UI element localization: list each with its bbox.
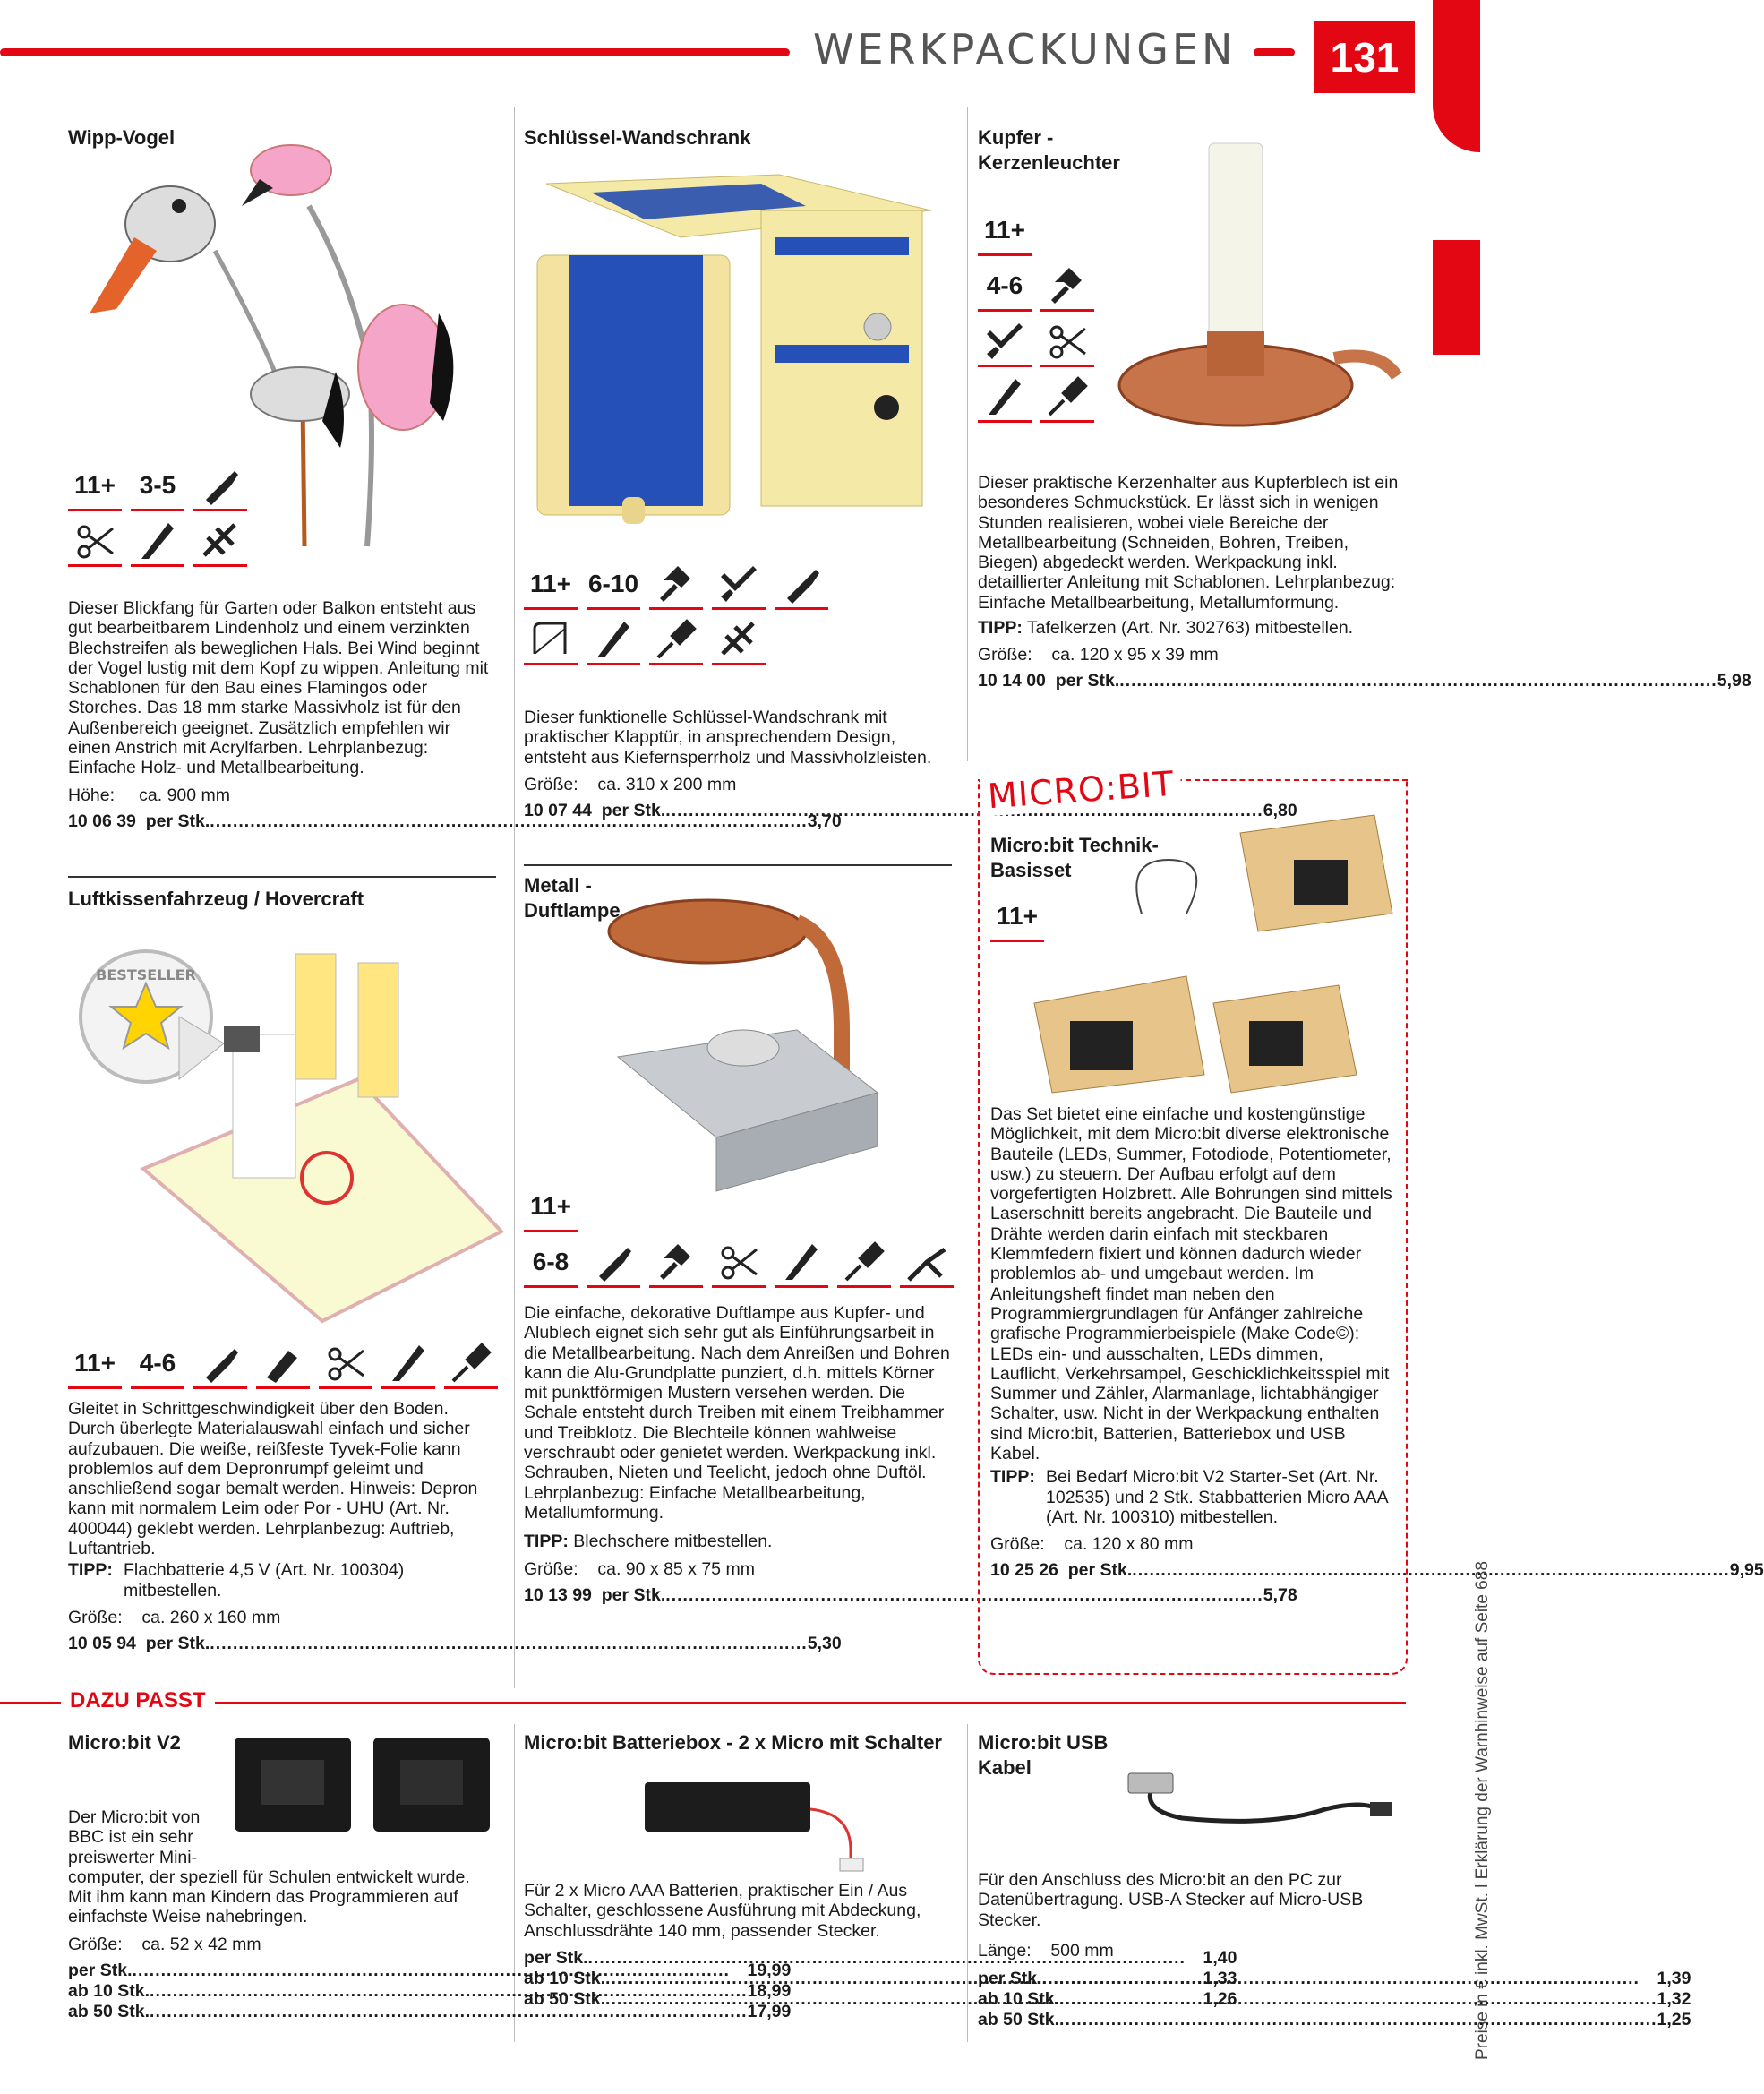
price-row: 10 25 26 per Stk. ..... 9,95 <box>990 1560 1340 1581</box>
file-icon <box>587 615 640 665</box>
section-rule <box>524 864 952 866</box>
hammer-icon <box>649 1238 703 1288</box>
pliers-icon <box>900 1238 954 1288</box>
scissors-icon <box>319 1339 372 1389</box>
glue-icon <box>775 560 828 610</box>
register-tab-mid <box>1433 240 1480 355</box>
price-row: 10 06 39 per Stk. ..... 3,70 <box>68 811 496 832</box>
microbit-banner: MICRO:BIT <box>980 763 1183 817</box>
product-title: Micro:bit Technik-Basisset <box>990 834 1159 881</box>
product-description: Das Set bietet eine einfache und kostengünstige Möglichkeit, mit dem Micro:bit diverse elektronische Bauteile (LEDs, Summer, Fotodiode, Potentiometer, usw.) zu steuern. Der Aufbau erfolgt auf dem vorgefertigten Holzbrett. Alle Bohrungen sind mittels Laserschnitt bereits angebracht. Die Bauteile und Drähte werden darin einfach mit steckbaren Klemmfedern fixiert und können dadurch wieder problemlos ab- und umgebaut werden. Im Anleitungsheft findet man neben den Programmiergrundlagen für Anfänger zahlreiche grafische Programmierbeispiele (Make Code©): LEDs ein- und ausschalten, LEDs dimmen, Lauflicht, Verkehrsampel, Geschicklichkeitsspiel mit Summer und Zähler, Alarmanlage, lichtabhängiger Schalter, usw. Nicht in der Werkpackung enthalten sind Micro:bit, Batterien, Batteriebox und USB Kabel. <box>990 1104 1392 1464</box>
file-icon <box>978 373 1032 423</box>
marker-icon <box>256 1339 310 1389</box>
batteriebox-image <box>636 1778 904 1876</box>
scissors-icon <box>712 1238 766 1288</box>
price-row: per Stk. ..... 1,39 <box>978 1969 1691 1989</box>
drill-icon <box>649 615 703 665</box>
product-spec: Größe: ca. 310 x 200 mm <box>524 774 737 794</box>
duration-icon: 3-5 <box>131 461 184 511</box>
product-description: Dieser praktische Kerzenhalter aus Kupferblech ist ein besonderes Schmuckstück. Er lässt sich in wenigen Stunden realisieren, wobei viele Bereiche der Metallbearbeitung (Schneiden, Bohren, Treiben, Biegen) abgedeckt werden. Werkpackung inkl. detaillierter Anleitung mit Schablonen. Lehrplanbezug: Einfache Metallbearbeitung, Metallumformung. <box>978 473 1399 613</box>
price-row: ab 10 Stk. ..... 18,99 <box>68 1981 791 2002</box>
product-title: Micro:bit Batteriebox - 2 x Micro mit Schalter <box>524 1731 942 1754</box>
product-spec: Höhe: ca. 900 mm <box>68 785 231 805</box>
scissors-icon <box>1040 317 1094 367</box>
drill-icon <box>444 1339 498 1389</box>
product-description: Für den Anschluss des Micro:bit an den PC zur Datenübertragung. USB-A Stecker auf Micro-USB Stecker. <box>978 1870 1364 1930</box>
stamp-icon <box>712 560 766 610</box>
clamp-icon <box>712 615 766 665</box>
hammer-icon <box>649 560 703 610</box>
usb-kabel-text <box>978 1870 1691 2030</box>
hover-icons <box>68 1339 498 1389</box>
product-title: Micro:bit USB Kabel <box>978 1731 1109 1779</box>
header-rule-left <box>0 48 790 56</box>
product-tipp: TIPP: Flachbatterie 4,5 V (Art. Nr. 100304) mitbestellen. <box>68 1560 405 1601</box>
product-description: Dieser funktionelle Schlüssel-Wandschrank mit praktischer Klapptür, in ansprechendem Design, entsteht aus Kiefernsperrholz und Massivholzleisten. <box>524 708 932 768</box>
product-title: Schlüssel-Wandschrank <box>524 126 751 149</box>
product-tipp: TIPP: Bei Bedarf Micro:bit V2 Starter-Set (Art. Nr. 102535) und 2 Stk. Stabbatterien Micro AAA (Art. Nr. 100310) mitbestellen. <box>990 1467 1388 1527</box>
column-divider <box>967 107 968 761</box>
price-row: ab 50 Stk. ..... 1,26 <box>524 1989 1237 2010</box>
schrank-image <box>537 166 949 542</box>
section-rule <box>68 876 496 878</box>
page-number: 131 <box>1314 21 1415 93</box>
age-icon: 11+ <box>524 1182 578 1232</box>
product-tipp: TIPP: Blechschere mitbestellen. <box>524 1532 773 1552</box>
microbit-set-text <box>990 1104 1764 1581</box>
price-row: ab 50 Stk. ..... 1,25 <box>978 2010 1691 2030</box>
file-icon <box>775 1238 828 1288</box>
product-batteriebox <box>524 1730 952 1755</box>
scissors-icon <box>68 517 122 567</box>
duftlampe-image <box>609 896 904 1191</box>
product-title: Micro:bit V2 <box>68 1731 181 1754</box>
product-title: Wipp-Vogel <box>68 126 176 149</box>
product-title: Kupfer - Kerzenleuchter <box>978 126 1120 174</box>
drill-icon <box>837 1238 891 1288</box>
file-icon <box>381 1339 435 1389</box>
microbit-set-image <box>1034 806 1392 1093</box>
price-table <box>978 1968 1691 2030</box>
stamp-icon <box>978 317 1032 367</box>
age-icon: 11+ <box>68 1339 122 1389</box>
column-divider <box>514 107 515 1688</box>
age-icon: 11+ <box>524 560 578 610</box>
duration-icon: 6-8 <box>524 1238 578 1288</box>
duration-icon: 6-10 <box>587 560 640 610</box>
price-row: ab 50 Stk. ..... 17,99 <box>68 2002 791 2022</box>
product-schrank <box>524 125 954 150</box>
price-note: Preise in € inkl. MwSt. l Erklärung der Warnhinweise auf Seite 688 <box>1473 1561 1492 2060</box>
register-tab-top <box>1433 0 1480 152</box>
kerzenleuchter-image <box>1110 125 1406 448</box>
page-section-title: WERKPACKUNGEN <box>813 25 1237 73</box>
product-title: Luftkissenfahrzeug / Hovercraft <box>68 888 364 910</box>
product-spec: Größe: ca. 120 x 80 mm <box>990 1534 1194 1555</box>
price-table <box>68 1960 792 2022</box>
schrank-icons <box>524 560 828 665</box>
price-row: 10 14 00 per Stk. ..... 5,98 <box>978 671 1408 691</box>
price-row: ab 10 Stk. ..... 1,32 <box>978 1989 1691 2010</box>
product-spec: Größe: ca. 52 x 42 mm <box>68 1934 261 1954</box>
glue-icon <box>193 1339 247 1389</box>
hammer-icon <box>1040 262 1094 312</box>
age-icon: 11+ <box>990 892 1044 942</box>
usb-kabel-image <box>1128 1746 1397 1845</box>
product-description: computer, der speziell für Schulen entwickelt wurde. Mit ihm kann man Kindern das Programmieren auf einfachste Weise nahebringen. <box>68 1867 470 1927</box>
duration-icon: 4-6 <box>131 1339 184 1389</box>
header-rule-right <box>1254 48 1295 56</box>
glue-icon <box>193 461 247 511</box>
duration-icon: 4-6 <box>978 262 1032 312</box>
product-description: Gleitet in Schrittgeschwindigkeit über den Boden. Durch überlegte Materialauswahl einfach und sicher aufzubauen. Die weiße, reißfeste Tyvek-Folie kann problemlos auf dem Depronrumpf geleimt und anschließend sogar bemalt werden. Hinweis: Depron kann mit normalem Leim oder Por - UHU (Art. Nr. 400044) geklebt werden. Lehrplanbezug: Auftrieb, Luftantrieb. <box>68 1399 478 1559</box>
price-row: per Stk. ..... 19,99 <box>68 1961 791 1981</box>
product-description: Dieser Blickfang für Garten oder Balkon entsteht aus gut bearbeitbarem Lindenholz und einem verzinkten Blechstreifen als beweglichen Hals. Bei Wind beginnt der Vogel lustig mit dem Kopf zu wippen. Anleitung mit Schablonen für den Bau eines Flamingos oder Storches. Das 18 mm starke Massivholz ist für den Außenbereich geeignet. Zusätzlich empfehlen wir einen Anstrich mit Acrylfarben. Lehrplanbezug: Einfache Holz- und Metallbearbeitung. <box>68 598 489 778</box>
kupfer-icons <box>978 206 1094 423</box>
age-icon: 11+ <box>68 461 122 511</box>
product-usb-kabel <box>978 1730 1121 1781</box>
product-title: Metall - Duftlampe <box>524 874 621 922</box>
saw-icon <box>524 615 578 665</box>
product-spec: Größe: ca. 120 x 95 x 39 mm <box>978 645 1219 665</box>
price-row: 10 07 44 per Stk. ..... 6,80 <box>524 801 952 821</box>
product-spec: Größe: ca. 260 x 160 mm <box>68 1607 281 1627</box>
product-spec: Größe: ca. 90 x 85 x 75 mm <box>524 1558 755 1579</box>
hovercraft-image <box>125 936 501 1321</box>
wipp-icons <box>68 461 265 567</box>
product-description: Die einfache, dekorative Duftlampe aus Kupfer- und Alublech eignet sich sehr gut als Einführungsarbeit in die Metallbearbeitung. Nach dem Anreißen und Bohren kann die Alu-Grundplatte punziert, d.h. mittels Körner mit punktförmigen Mustern versehen werden. Die Schale entsteht durch Treiben mit einem Treibhammer und Treibklotz. Die Blechteile können wahlweise verschraubt oder genietet werden. Werkpackung inkl. Schrauben, Nieten und Teelicht, jedoch ohne Duftöl. Lehrplanbezug: Einfache Metallbearbeitung, Metallumformung. <box>524 1303 950 1523</box>
price-row: 10 13 99 per Stk. ..... 5,78 <box>524 1585 952 1606</box>
product-hovercraft <box>68 887 496 912</box>
product-tipp: TIPP: Tafelkerzen (Art. Nr. 302763) mitbestellen. <box>978 618 1354 639</box>
svg-text:BESTSELLER: BESTSELLER <box>96 966 196 983</box>
clamp-icon <box>193 517 247 567</box>
kupfer-text <box>978 473 1751 691</box>
product-description-short: Der Micro:bit von BBC ist ein sehr preiswerter Mini- <box>68 1807 201 1867</box>
glue-icon <box>587 1238 640 1288</box>
price-row: per Stk. ..... 1,40 <box>524 1948 1237 1969</box>
drill-icon <box>1040 373 1094 423</box>
price-row: ab 10 Stk. ..... 1,33 <box>524 1969 1237 1989</box>
product-description: Für 2 x Micro AAA Batterien, praktischer Ein / Aus Schalter, geschlossene Ausführung mit Abdeckung, Anschlussdrähte 140 mm, passender Stecker. <box>524 1881 921 1941</box>
duft-icons <box>524 1182 954 1288</box>
file-icon <box>131 517 184 567</box>
dazu-label: DAZU PASST <box>61 1688 215 1713</box>
product-spec: Länge: 500 mm <box>978 1940 1114 1961</box>
price-row: 10 05 94 per Stk. ..... 5,30 <box>68 1634 496 1654</box>
age-icon: 11+ <box>978 206 1032 256</box>
